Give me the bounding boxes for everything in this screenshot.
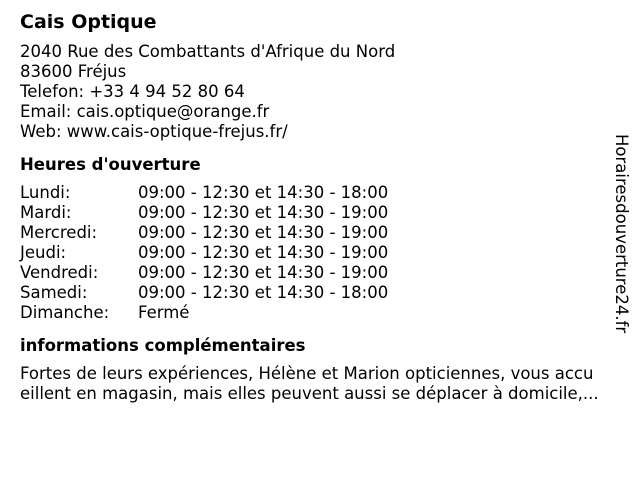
hours-heading: Heures d'ouverture xyxy=(20,155,201,174)
info-text-line: eillent en magasin, mais elles peuvent aussi se déplacer à domicile,... xyxy=(20,384,599,403)
hours-row xyxy=(20,243,620,263)
hours-day-label: Dimanche: xyxy=(20,303,110,322)
hours-day-label: Vendredi: xyxy=(20,263,99,282)
site-watermark: Horairesdouverture24.fr xyxy=(612,134,631,334)
info-text-line: Fortes de leurs expériences, Hélène et Marion opticiennes, vous accu xyxy=(20,364,594,383)
hours-row xyxy=(20,283,620,303)
business-card xyxy=(20,10,620,404)
website: Web: www.cais-optique-frejus.fr/ xyxy=(20,122,288,141)
hours-table xyxy=(20,183,620,323)
info-heading: informations complémentaires xyxy=(20,336,306,355)
hours-day-label: Jeudi: xyxy=(20,243,67,262)
hours-row xyxy=(20,203,620,223)
address-city: 83600 Fréjus xyxy=(20,62,127,81)
hours-row xyxy=(20,183,620,203)
address-street: 2040 Rue des Combattants d'Afrique du Nord xyxy=(20,42,396,61)
hours-day-label: Mardi: xyxy=(20,203,72,222)
email-address: Email: cais.optique@orange.fr xyxy=(20,102,270,121)
hours-time: 09:00 - 12:30 et 14:30 - 19:00 xyxy=(138,263,389,282)
hours-row xyxy=(20,303,620,323)
hours-time: Fermé xyxy=(138,303,190,322)
hours-time: 09:00 - 12:30 et 14:30 - 19:00 xyxy=(138,203,389,222)
hours-time: 09:00 - 12:30 et 14:30 - 18:00 xyxy=(138,183,389,202)
hours-day-label: Mercredi: xyxy=(20,223,98,242)
hours-time: 09:00 - 12:30 et 14:30 - 19:00 xyxy=(138,223,389,242)
hours-time: 09:00 - 12:30 et 14:30 - 18:00 xyxy=(138,283,389,302)
phone-number: Telefon: +33 4 94 52 80 64 xyxy=(20,82,245,101)
hours-row xyxy=(20,263,620,283)
business-name: Cais Optique xyxy=(20,11,157,33)
hours-day-label: Samedi: xyxy=(20,283,88,302)
hours-time: 09:00 - 12:30 et 14:30 - 19:00 xyxy=(138,243,389,262)
hours-row xyxy=(20,223,620,243)
hours-day-label: Lundi: xyxy=(20,183,71,202)
